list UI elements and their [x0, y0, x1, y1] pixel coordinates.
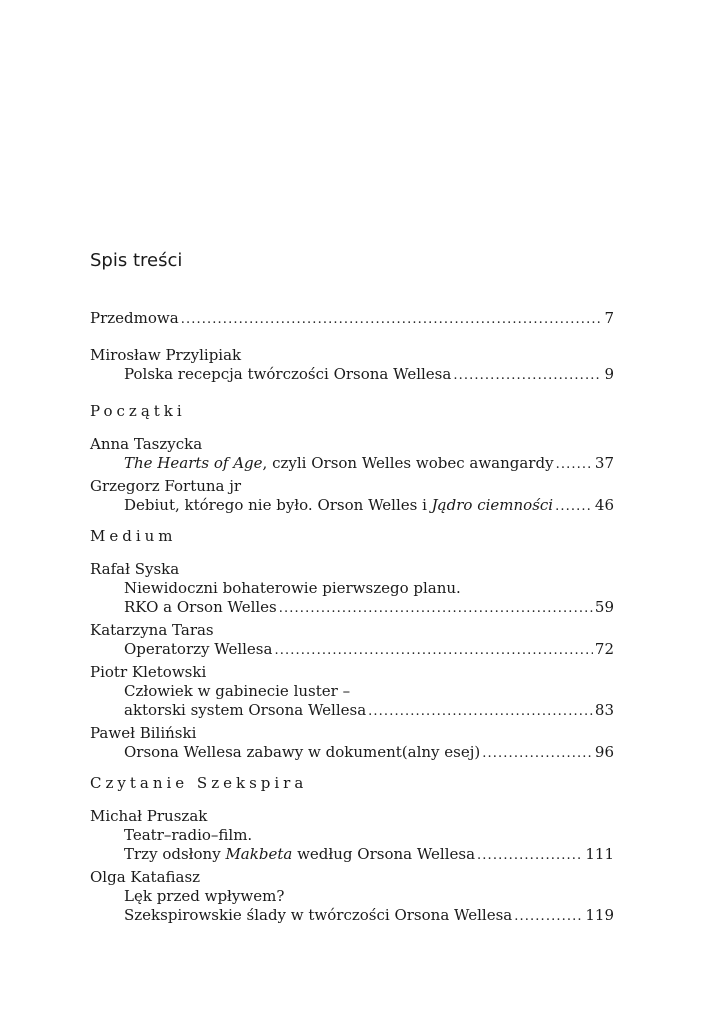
dot-leader	[274, 641, 592, 660]
entry-author: Olga Katafiasz	[90, 868, 201, 886]
entry-author: Paweł Biliński	[90, 724, 197, 742]
section-heading-medium: Medium	[90, 527, 177, 545]
dot-leader	[482, 744, 593, 763]
page-number: 96	[594, 743, 614, 761]
toc-entry-hearts-of-age[interactable]	[90, 454, 614, 473]
entry-title	[124, 454, 554, 473]
page-number: 7	[604, 309, 614, 327]
entry-title: Przedmowa	[90, 309, 179, 327]
entry-title-pre: Trzy odsłony	[124, 845, 226, 863]
entry-author: Katarzyna Taras	[90, 621, 214, 639]
page-number: 46	[594, 496, 614, 514]
page-number: 83	[594, 701, 614, 719]
page-number: 119	[585, 906, 614, 924]
entry-title: RKO a Orson Welles	[124, 598, 277, 616]
entry-title	[124, 845, 475, 864]
entry-title-rest: Debiut, którego nie było. Orson Welles i	[124, 496, 432, 514]
entry-title-post: według Orsona Wellesa	[292, 845, 476, 863]
page-number: 59	[594, 598, 614, 616]
entry-title-rest: , czyli Orson Welles wobec awangardy	[262, 454, 554, 472]
toc-entry-rko[interactable]	[90, 598, 614, 617]
entry-author: Mirosław Przylipiak	[90, 346, 242, 364]
toc-entry-macbeth[interactable]	[90, 845, 614, 864]
toc-entry-preface[interactable]	[90, 309, 614, 328]
dot-leader	[555, 497, 593, 516]
entry-title-italic: Makbeta	[225, 845, 293, 863]
page-number: 37	[594, 454, 614, 472]
dot-leader	[514, 907, 583, 926]
toc-entry-intro[interactable]	[90, 365, 614, 384]
entry-title-line: Człowiek w gabinecie luster –	[124, 682, 351, 700]
section-heading-shakespeare: Czytanie Szekspira	[90, 774, 308, 792]
dot-leader	[556, 455, 593, 474]
dot-leader	[453, 366, 602, 385]
entry-author: Michał Pruszak	[90, 807, 208, 825]
entry-title: Szekspirowskie ślady w twórczości Orsona Wellesa	[124, 906, 513, 924]
toc-entry-acting-system[interactable]	[90, 701, 614, 720]
section-heading-beginnings: Początki	[90, 402, 186, 420]
dot-leader	[279, 599, 593, 618]
dot-leader	[368, 702, 593, 721]
page-number: 111	[585, 845, 614, 863]
toc-entry-documentary[interactable]	[90, 743, 614, 762]
page-number: 72	[594, 640, 614, 658]
entry-title: aktorski system Orsona Wellesa	[124, 701, 367, 719]
entry-title: Orsona Wellesa zabawy w dokument(alny esej)	[124, 743, 481, 761]
toc-entry-shakespeare-traces[interactable]	[90, 906, 614, 925]
table-of-contents	[90, 309, 614, 925]
entry-title: Operatorzy Wellesa	[124, 640, 273, 658]
page-title: Spis treści	[90, 250, 183, 271]
entry-author: Piotr Kletowski	[90, 663, 207, 681]
toc-entry-operators[interactable]	[90, 640, 614, 659]
toc-entry-debut[interactable]	[90, 496, 614, 515]
dot-leader	[181, 310, 603, 329]
entry-title-line: Lęk przed wpływem?	[124, 887, 285, 905]
entry-title-line: Teatr–radio–film.	[124, 826, 253, 844]
entry-title-italic: The Hearts of Age	[124, 454, 263, 472]
entry-title-italic: Jądro ciemności	[431, 496, 554, 514]
page-number: 9	[604, 365, 614, 383]
entry-title	[124, 496, 553, 515]
entry-title: Polska recepcja twórczości Orsona Wellesa	[124, 365, 452, 383]
entry-author: Grzegorz Fortuna jr	[90, 477, 242, 495]
entry-author: Rafał Syska	[90, 560, 180, 578]
entry-author: Anna Taszycka	[90, 435, 203, 453]
dot-leader	[477, 846, 583, 865]
entry-title-line: Niewidoczni bohaterowie pierwszego planu.	[124, 579, 461, 597]
